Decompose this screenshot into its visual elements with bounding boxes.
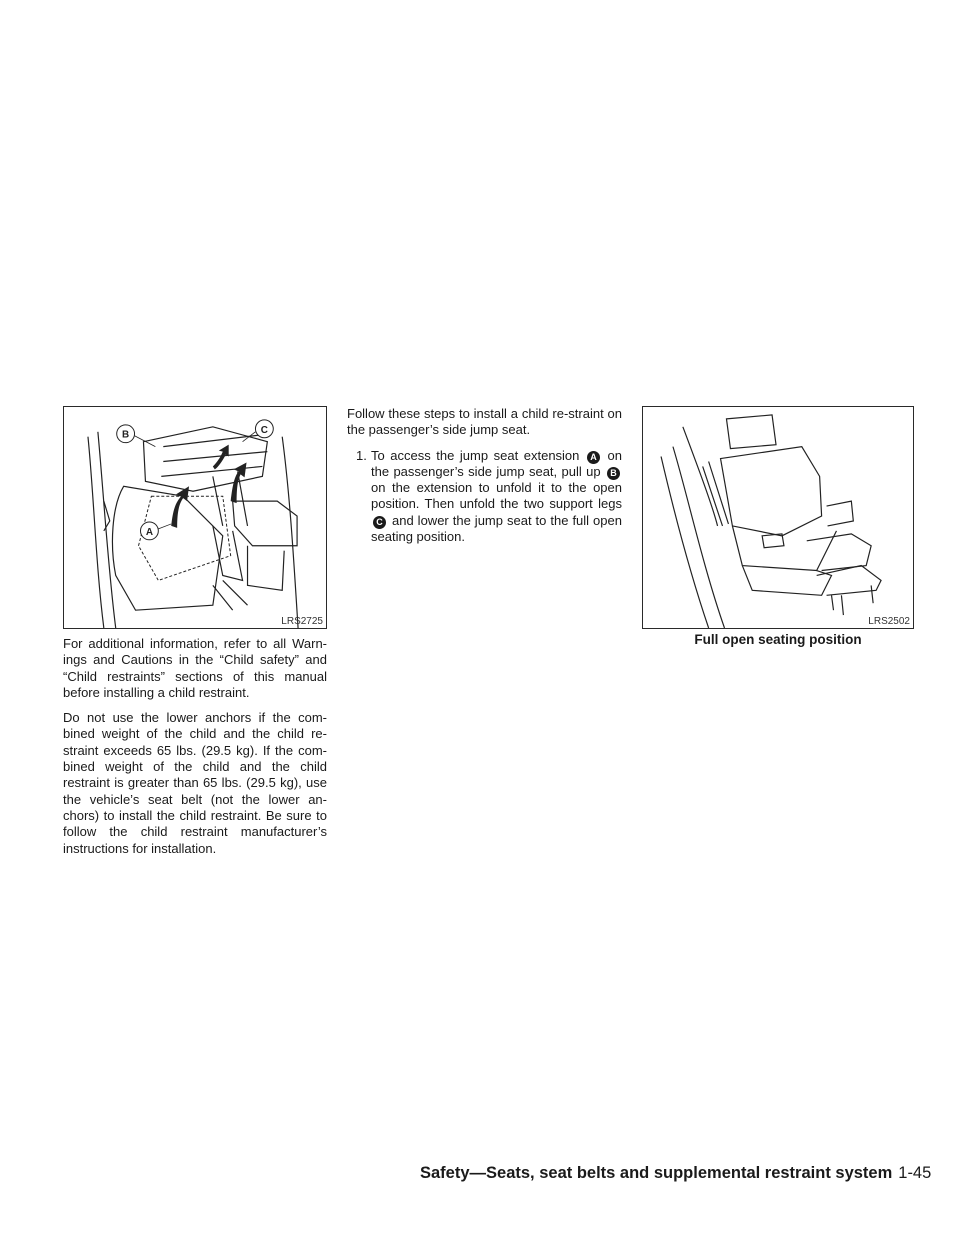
label-b: B — [122, 429, 130, 441]
figure-code: LRS2725 — [281, 616, 323, 627]
marker-c-icon: C — [373, 516, 386, 529]
step-text: and lower the jump seat to the full open seating position. — [371, 512, 622, 545]
figure-jump-seat-extension — [63, 406, 327, 629]
page-number: 1-45 — [898, 1164, 932, 1182]
label-a: A — [145, 526, 153, 538]
info-paragraph: For additional information, refer to all Warn-ings and Cautions in the “Child safety” and “Child restraints” sections of this manual before installing a child restraint. — [63, 636, 327, 700]
section-title: Safety—Seats, seat belts and supplemental restraint system — [420, 1164, 893, 1182]
step-text: To access the jump seat extension — [371, 447, 580, 463]
marker-b-icon: B — [607, 467, 620, 480]
left-column — [63, 636, 327, 866]
step-1 — [347, 448, 622, 546]
page-footer — [420, 1164, 932, 1183]
figure-caption: Full open seating position — [694, 632, 862, 647]
jump-seat-extension-illustration — [64, 407, 326, 628]
step-number: 1. — [356, 447, 367, 463]
step-text: on the passenger’s side jump seat, pull up — [371, 447, 622, 479]
lower-anchor-warning-paragraph: Do not use the lower anchors if the com-bined weight of the child and the child re-straint exceeds 65 lbs. (29.5 kg). If the com-bined weight of the child and the child restraint is greater than 65 lbs. (29.5 kg), use the vehicle’s seat belt (not the lower an-chors) to install the child restraint. Be sure to follow the child restraint manufacturer’s instructions for installation. — [63, 710, 327, 856]
figure-full-open-seat — [642, 406, 914, 629]
label-c: C — [260, 424, 268, 436]
intro-paragraph: Follow these steps to install a child re-straint on the passenger’s side jump seat. — [347, 406, 622, 438]
instructions-column — [347, 406, 622, 545]
step-text: on the extension to unfold it to the open position. Then unfold the two support legs — [371, 480, 622, 512]
marker-a-icon: A — [587, 451, 600, 464]
figure-code: LRS2502 — [868, 616, 910, 627]
full-open-seat-illustration — [643, 407, 913, 628]
